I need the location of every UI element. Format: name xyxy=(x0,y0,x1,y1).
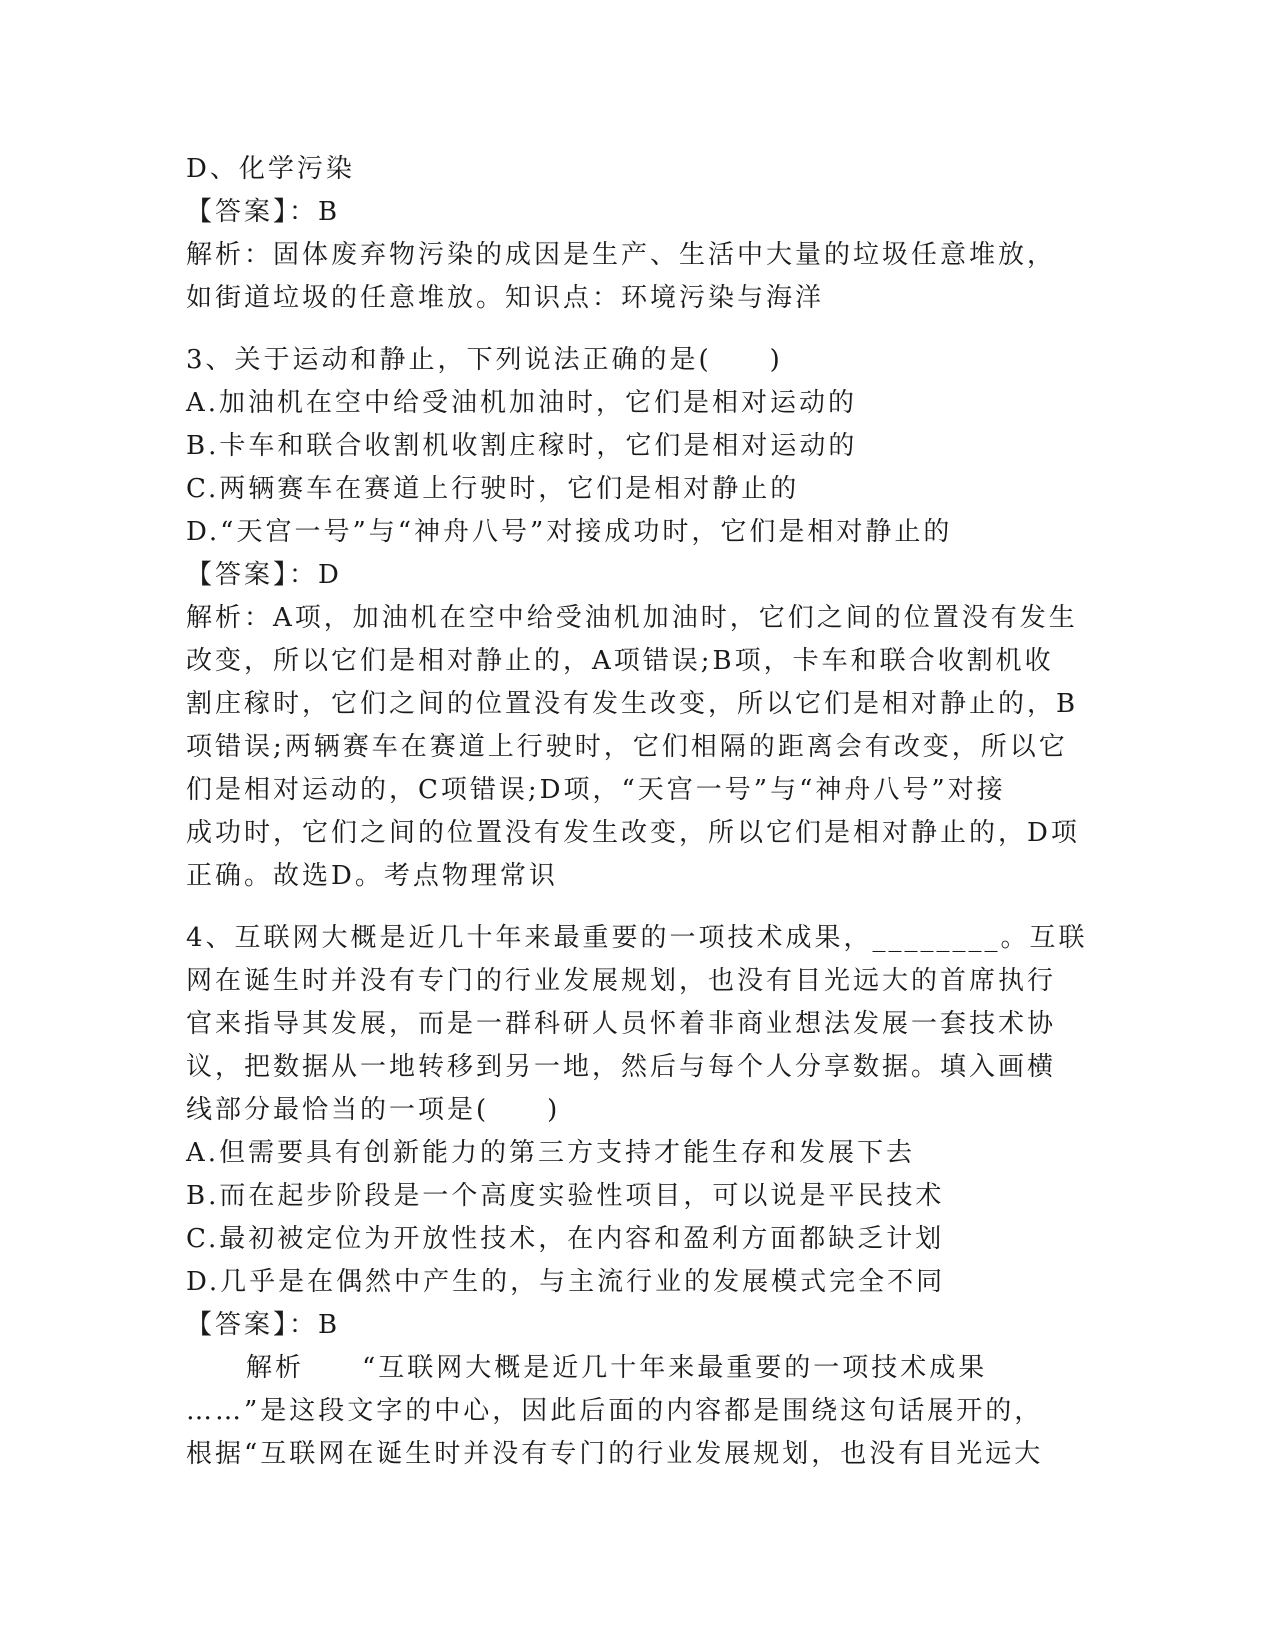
document-page xyxy=(186,148,1086,1476)
q3-explanation-line: 割庄稼时，它们之间的位置没有发生改变，所以它们是相对静止的，B xyxy=(186,689,1079,719)
q3-explanation-line: 成功时，它们之间的位置没有发生改变，所以它们是相对静止的，D项 xyxy=(186,818,1080,848)
q3-explanation-line: 正确。故选D。考点物理常识 xyxy=(186,861,558,891)
q3-explanation-line: 们是相对运动的，C项错误;D项，“天宫一号”与“神舟八号”对接 xyxy=(186,775,1006,805)
q3-stem: 3、关于运动和静止，下列说法正确的是( ) xyxy=(186,345,783,375)
q4-explanation-line: 解析 “互联网大概是近几十年来最重要的一项技术成果 xyxy=(246,1353,988,1383)
q4-stem-line: 线部分最恰当的一项是( ) xyxy=(186,1095,561,1125)
q4-stem-line: 议，把数据从一地转移到另一地，然后与每个人分享数据。填入画横 xyxy=(186,1052,1057,1082)
q2-explanation-line: 解析：固体废弃物污染的成因是生产、生活中大量的垃圾任意堆放， xyxy=(186,240,1057,270)
q4-stem-line: 网在诞生时并没有专门的行业发展规划，也没有目光远大的首席执行 xyxy=(186,966,1057,996)
q2-explanation-line: 如街道垃圾的任意堆放。知识点：环境污染与海洋 xyxy=(186,283,825,313)
q3-option-d: D.“天宫一号”与“神舟八号”对接成功时，它们是相对静止的 xyxy=(186,517,953,547)
q4-stem-line: 4、互联网大概是近几十年来最重要的一项技术成果，________。互联 xyxy=(186,923,1088,953)
q4-explanation-line: 根据“互联网在诞生时并没有专门的行业发展规划，也没有目光远大 xyxy=(186,1439,1044,1469)
q4-option-c: C.最初被定位为开放性技术，在内容和盈利方面都缺乏计划 xyxy=(186,1224,945,1254)
q2-answer: 【答案】：B xyxy=(186,197,341,227)
q4-answer: 【答案】：B xyxy=(186,1310,341,1340)
q3-explanation-line: 项错误;两辆赛车在赛道上行驶时，它们相隔的距离会有改变，所以它 xyxy=(186,732,1068,762)
q3-explanation-line: 改变，所以它们是相对静止的，A项错误;B项，卡车和联合收割机收 xyxy=(186,646,1054,676)
q4-stem-line: 官来指导其发展，而是一群科研人员怀着非商业想法发展一套技术协 xyxy=(186,1009,1057,1039)
q3-option-a: A.加油机在空中给受油机加油时，它们是相对运动的 xyxy=(186,388,858,418)
q4-option-a: A.但需要具有创新能力的第三方支持才能生存和发展下去 xyxy=(186,1138,916,1168)
q4-explanation-line: ……”是这段文字的中心，因此后面的内容都是围绕这句话展开的， xyxy=(186,1396,1044,1426)
q3-explanation-line: 解析：A项，加油机在空中给受油机加油时，它们之间的位置没有发生 xyxy=(186,603,1078,633)
q2-option-d: D、化学污染 xyxy=(186,154,355,184)
q3-answer: 【答案】：D xyxy=(186,560,342,590)
question-separator xyxy=(186,320,1086,339)
q3-option-b: B.卡车和联合收割机收割庄稼时，它们是相对运动的 xyxy=(186,431,858,461)
q4-option-d: D.几乎是在偶然中产生的，与主流行业的发展模式完全不同 xyxy=(186,1267,946,1297)
q3-option-c: C.两辆赛车在赛道上行驶时，它们是相对静止的 xyxy=(186,474,800,504)
q4-option-b: B.而在起步阶段是一个高度实验性项目，可以说是平民技术 xyxy=(186,1181,945,1211)
question-separator xyxy=(186,898,1086,917)
